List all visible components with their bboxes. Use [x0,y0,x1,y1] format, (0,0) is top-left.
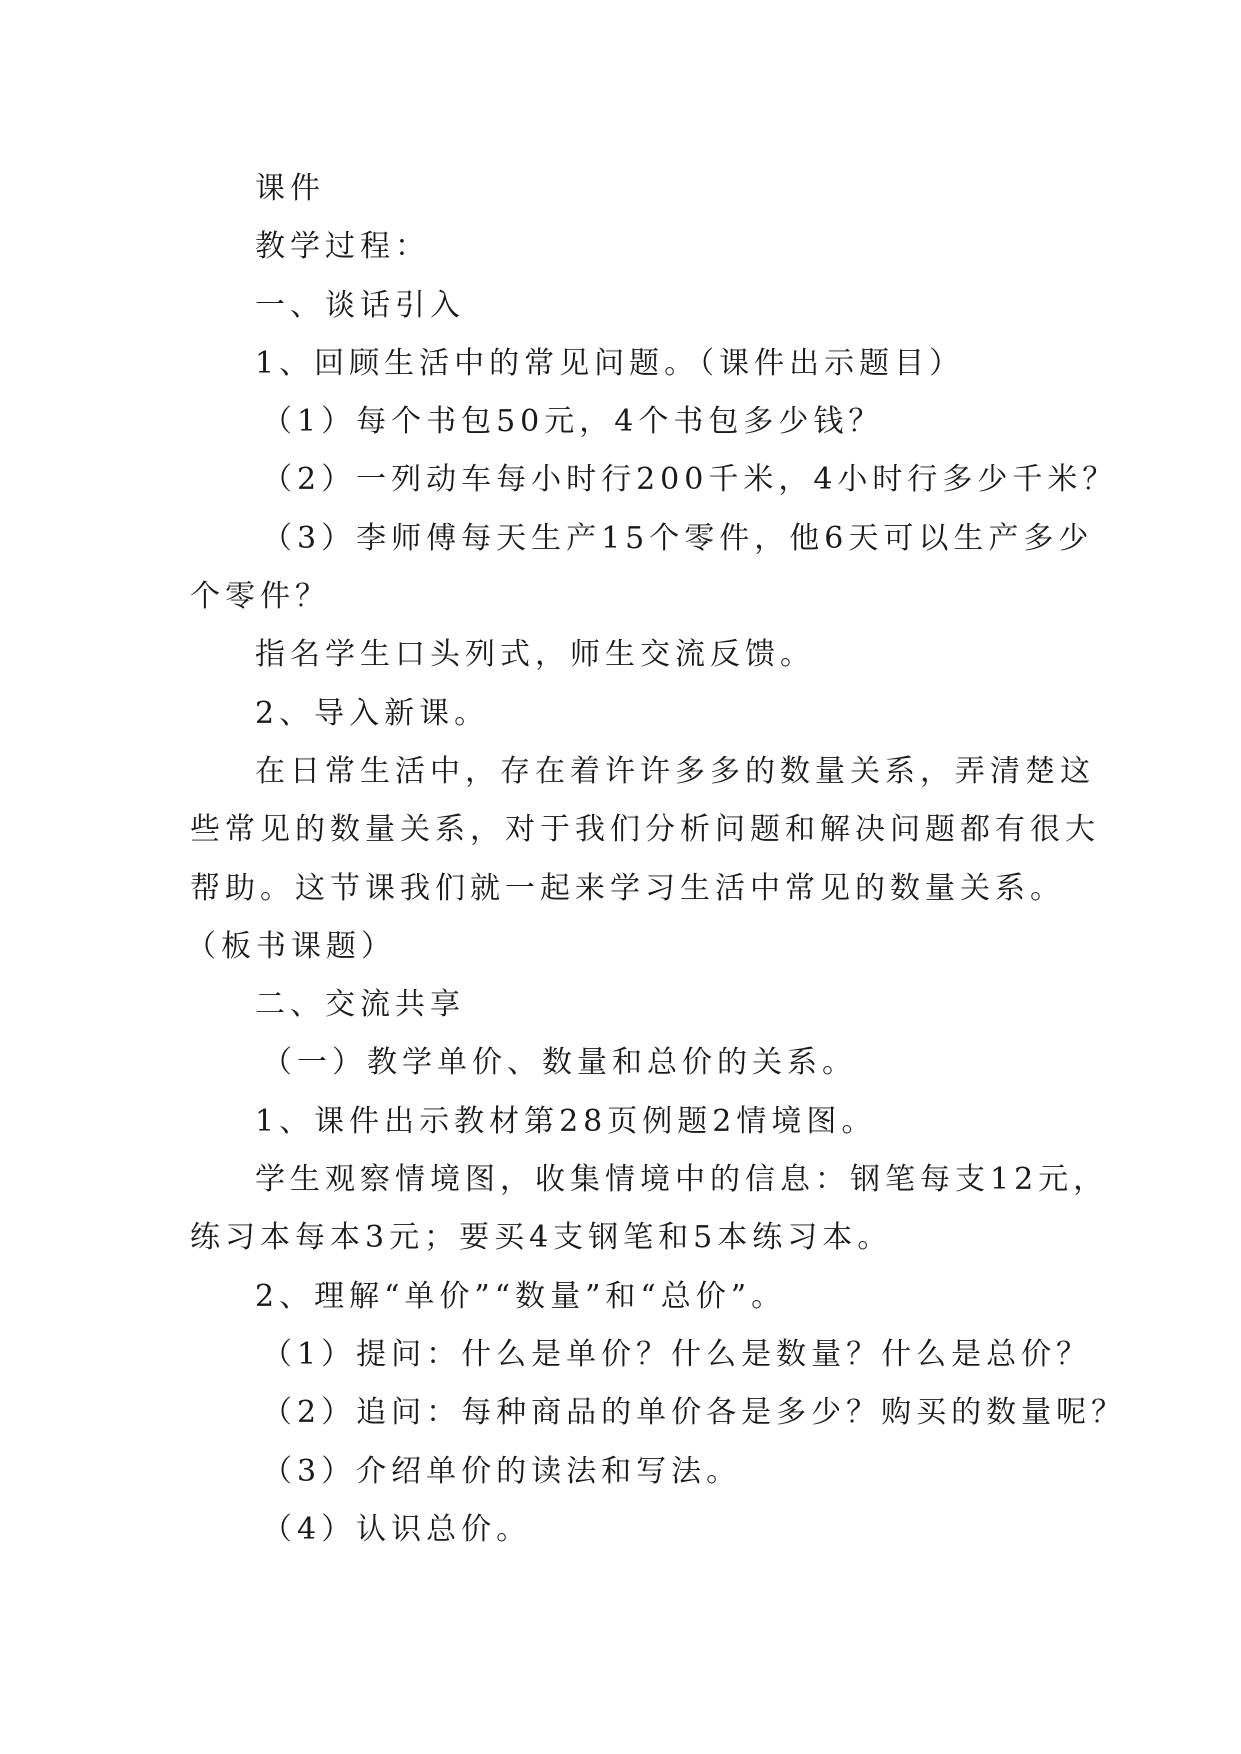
text-line: （3）介绍单价的读法和写法。 [262,1453,742,1489]
text-line: （4）认识总价。 [262,1511,532,1547]
text-line: 2、理解“单价”“数量”和“总价”。 [255,1278,787,1314]
text-line: 二、交流共享 [255,987,465,1023]
text-line: （3）李师傅每天生产15个零件，他6天可以生产多少 [262,520,1094,556]
text-line: 个零件？ [190,579,330,615]
text-line: （一）教学单价、数量和总价的关系。 [262,1045,857,1081]
text-line: 指名学生口头列式，师生交流反馈。 [255,637,815,673]
document-body [186,160,1127,1559]
text-line: 帮助。这节课我们就一起来学习生活中常见的数量关系。 [190,870,1065,906]
text-line: 1、课件出示教材第28页例题2情境图。 [255,1103,877,1139]
text-line: （板书课题） [186,928,396,964]
text-line: 1、回顾生活中的常见问题。（课件出示题目） [255,345,965,381]
text-line: 些常见的数量关系，对于我们分析问题和解决问题都有很大 [190,812,1100,848]
text-line: 在日常生活中，存在着许许多多的数量关系，弄清楚这 [255,753,1095,789]
text-line: （2）一列动车每小时行200千米，4小时行多少千米？ [262,462,1118,498]
text-line: （2）追问：每种商品的单价各是多少？购买的数量呢？ [262,1395,1127,1431]
text-line: 2、导入新课。 [255,695,490,731]
text-line: 一、谈话引入 [255,287,465,323]
text-line: 课件 [255,171,325,206]
text-line: 教学过程： [255,229,430,265]
text-line: 练习本每本3元；要买4支钢笔和5本练习本。 [190,1220,893,1256]
text-line: （1）每个书包50元，4个书包多少钱？ [262,404,884,440]
text-line: 学生观察情境图，收集情境中的信息：钢笔每支12元， [255,1162,1109,1198]
text-line: （1）提问：什么是单价？什么是数量？什么是总价？ [262,1336,1092,1372]
